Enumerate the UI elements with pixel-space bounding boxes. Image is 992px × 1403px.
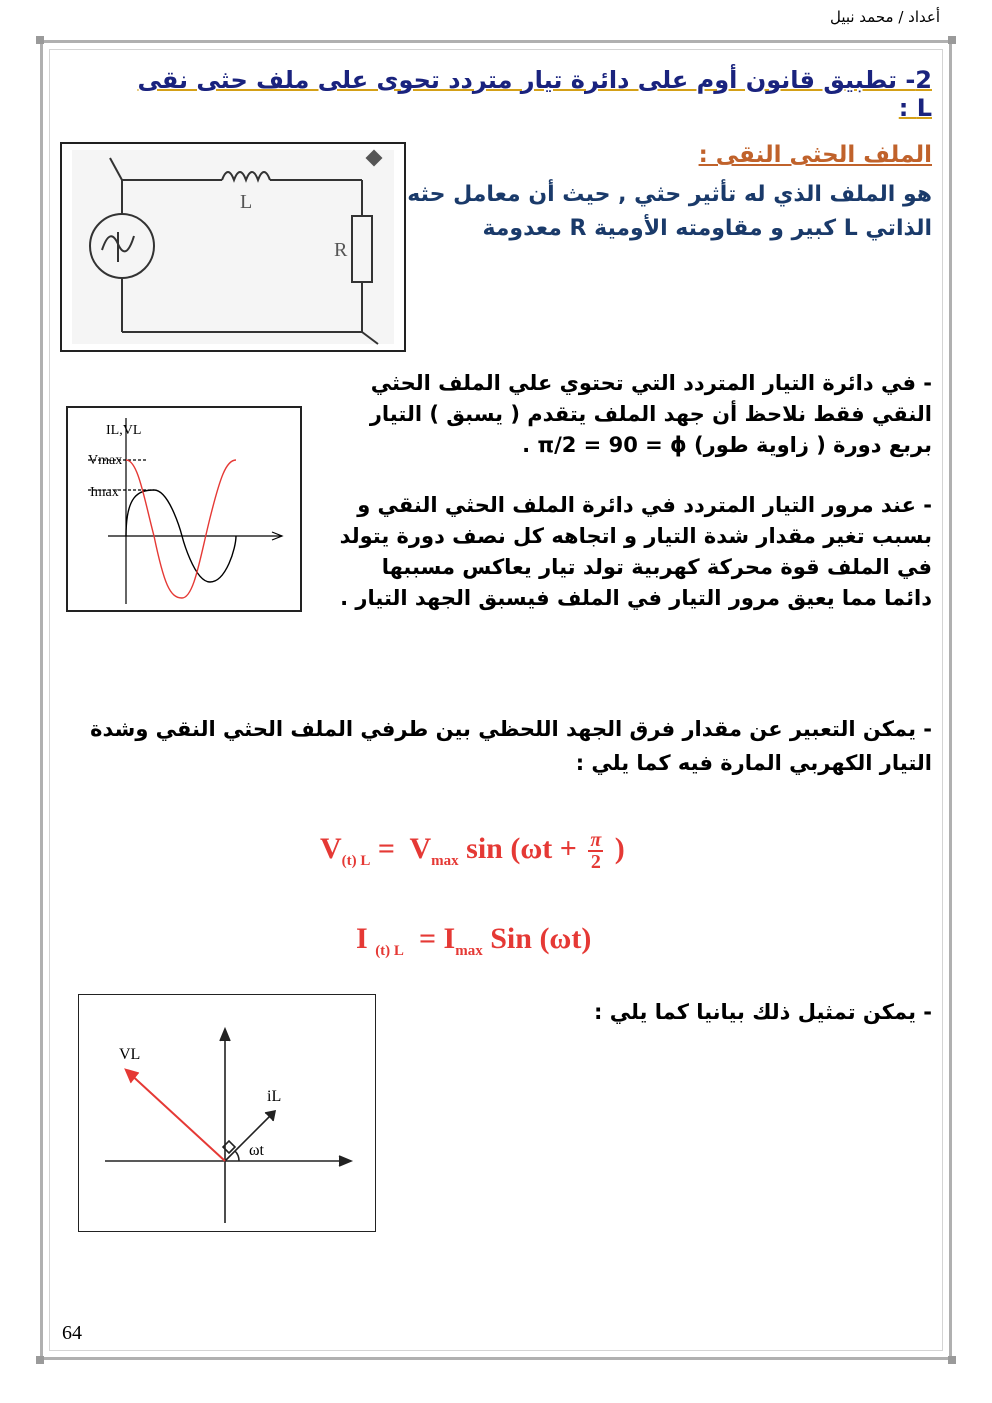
- voltage-equation: [320, 830, 625, 872]
- eq-i-eq: =: [403, 922, 444, 955]
- waveform-graph: [66, 406, 302, 612]
- eq-v-lhs-sub: (t) L: [341, 852, 371, 869]
- angle-arc: [235, 1151, 239, 1161]
- phasor-i-label: iL: [267, 1088, 282, 1105]
- author-line: أعداد / محمد نبيل: [829, 8, 940, 26]
- border-corner: [36, 1356, 44, 1364]
- phasor-svg: [79, 995, 374, 1230]
- voltage-phasor: [127, 1071, 225, 1161]
- eq-v-close: ): [607, 831, 625, 865]
- section-title: 2- تطبيق قانون أوم على دائرة تيار متردد تحوى على ملف حثى نقى L :: [137, 66, 932, 122]
- eq-i-amp: I: [443, 922, 456, 955]
- border-corner: [948, 1356, 956, 1364]
- frac-denominator: 2: [590, 851, 601, 873]
- explanation-para4: - يمكن تمثيل ذلك بيانيا كما يلي :: [594, 1000, 932, 1024]
- circuit-diagram: [60, 142, 406, 352]
- eq-i-lhs: I: [356, 922, 376, 955]
- border-corner: [36, 36, 44, 44]
- frac-numerator: π: [590, 829, 602, 851]
- circuit-svg: [62, 144, 404, 350]
- pi-over-2: [588, 830, 603, 872]
- eq-v-lhs: V: [320, 831, 342, 865]
- eq-i-lhs-sub: (t) L: [375, 943, 404, 959]
- phasor-x-arrow-icon: [339, 1156, 351, 1166]
- explanation-para1: - في دائرة التيار المتردد التي تحتوي علي الملف الحثي النقي فقط نلاحظ أن جهد الملف يتقدم ( يسبق ) التيار بربع دورة ( زاوية طور) π/2 = 90 = ϕ .: [369, 371, 932, 457]
- resistor-label: R: [334, 239, 348, 261]
- eq-v-body: sin (ωt +: [458, 831, 585, 865]
- definition-subtitle: الملف الحثى النقى :: [698, 142, 932, 168]
- eq-i-body: Sin (ωt): [482, 922, 592, 955]
- waveform-axis-label: IL,VL: [106, 423, 142, 438]
- phasor-v-label: VL: [119, 1046, 141, 1063]
- phasor-diagram: [78, 994, 376, 1232]
- explanation-para2: - عند مرور التيار المتردد في دائرة الملف الحثي النقي و بسبب تغير مقدار شدة التيار و اتجاهه كل نصف دورة يتولد في الملف قوة محركة كهربية تولد تيار يعاكس مسببها دائما مما يعيق مرور التيار في الملف فيسبق الجهد التيار .: [339, 493, 932, 610]
- waveform-svg: [68, 408, 300, 610]
- eq-v-amp-sub: max: [431, 852, 459, 869]
- vmax-label: Vmax: [88, 453, 123, 468]
- inductor-label: L: [240, 191, 253, 213]
- phasor-angle-label: ωt: [249, 1142, 264, 1159]
- eq-v-amp: V: [409, 831, 432, 865]
- phasor-y-arrow-icon: [220, 1029, 230, 1041]
- current-equation: [356, 922, 591, 960]
- eq-i-amp-sub: max: [455, 943, 483, 959]
- definition-text: هو الملف الذي له تأثير حثي , حيث أن معامل حثه الذاتي L كبير و مقاومته الأومية R معدومة: [407, 182, 932, 241]
- border-corner: [948, 36, 956, 44]
- explanation-para3: - يمكن التعبير عن مقدار فرق الجهد اللحظي بين طرفي الملف الحثي النقي وشدة التيار الكهربي المارة فيه كما يلي :: [90, 717, 932, 775]
- page-number: 64: [62, 1322, 82, 1344]
- imax-label: Imax: [90, 485, 119, 500]
- eq-v-eq: =: [370, 831, 410, 865]
